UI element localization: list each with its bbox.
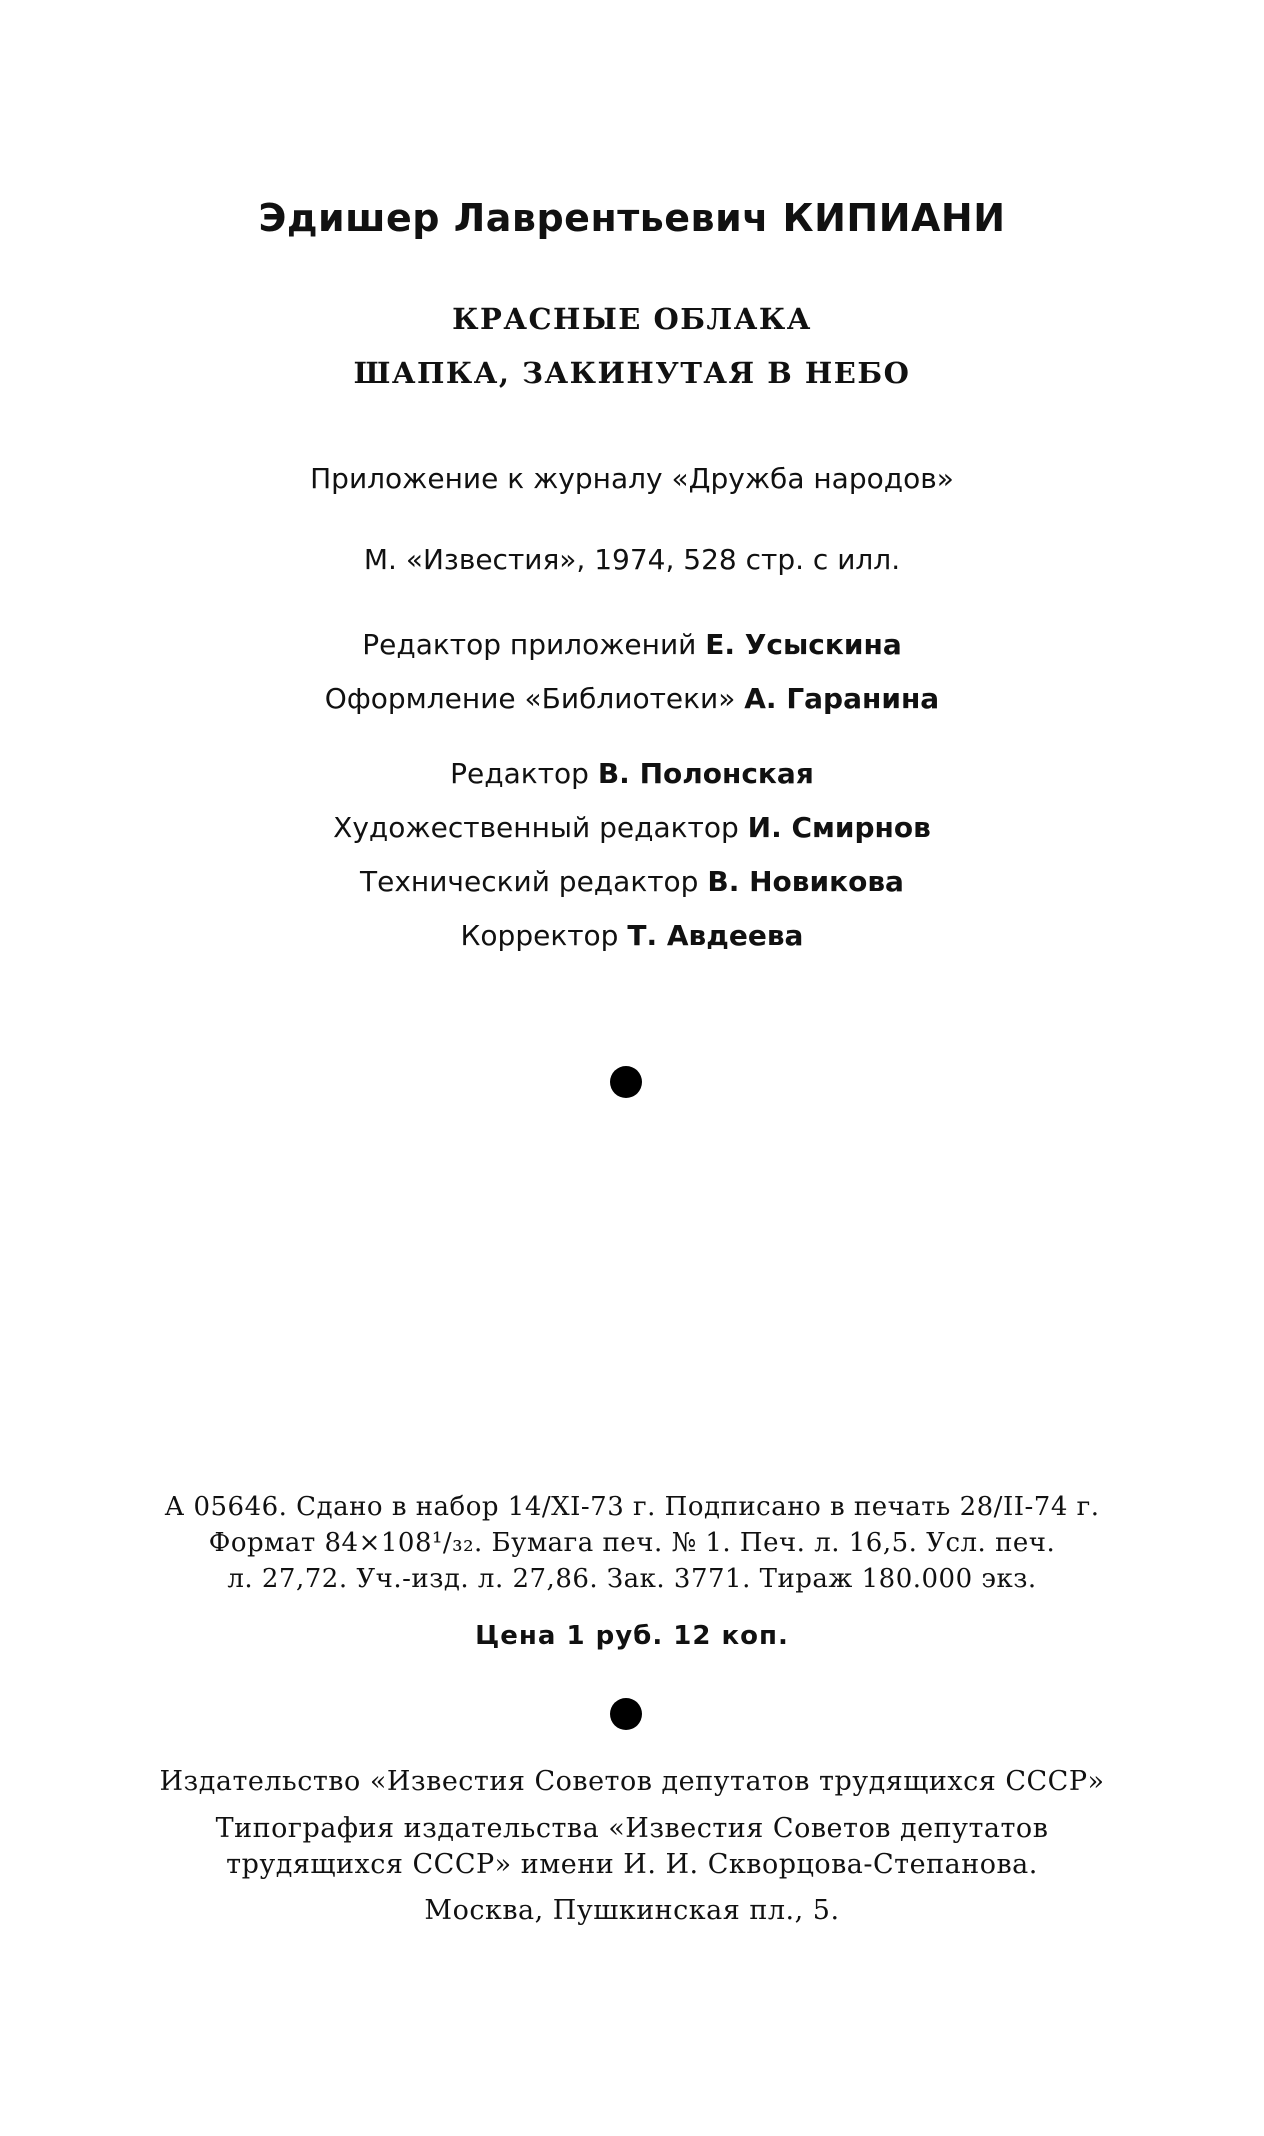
credit-role: Корректор — [460, 919, 619, 952]
credit-name: В. Новикова — [707, 865, 904, 898]
credit-role: Редактор приложений — [362, 628, 697, 661]
book-title-2: ШАПКА, ЗАКИНУТАЯ В НЕБО — [353, 356, 911, 390]
credit-line — [0, 757, 1264, 790]
bullet-dot-icon — [610, 1698, 642, 1730]
credit-name: Е. Усыскина — [705, 628, 902, 661]
credit-role: Оформление «Библиотеки» — [324, 682, 736, 715]
credit-name: Т. Авдеева — [627, 919, 804, 952]
credit-line — [0, 628, 1264, 661]
address-line: Москва, Пушкинская пл., 5. — [424, 1895, 840, 1926]
credit-name: А. Гаранина — [744, 682, 940, 715]
printing-house-line: трудящихся СССР» имени И. И. Скворцова-Степанова. — [226, 1849, 1038, 1880]
publication-info: М. «Известия», 1974, 528 стр. с илл. — [363, 543, 901, 576]
imprint-line: Формат 84×108¹/₃₂. Бумага печ. № 1. Печ. л. 16,5. Усл. печ. — [208, 1528, 1056, 1558]
printing-house-line: Типография издательства «Известия Советов депутатов — [215, 1813, 1049, 1844]
imprint-line: л. 27,72. Уч.-изд. л. 27,86. Зак. 3771. Тираж 180.000 экз. — [227, 1564, 1037, 1594]
credit-line — [0, 682, 1264, 715]
credit-name: В. Полонская — [597, 757, 814, 790]
price: Цена 1 руб. 12 коп. — [475, 1621, 789, 1651]
credit-line — [0, 865, 1264, 898]
credit-line — [0, 919, 1264, 952]
credit-line — [0, 811, 1264, 844]
book-title-1: КРАСНЫЕ ОБЛАКА — [452, 302, 812, 336]
credit-role: Художественный редактор — [333, 811, 739, 844]
credit-name: И. Смирнов — [747, 811, 931, 844]
credit-role: Технический редактор — [360, 865, 699, 898]
publisher-line: Издательство «Известия Советов депутатов трудящихся СССР» — [159, 1766, 1105, 1797]
bullet-dot-icon — [610, 1066, 642, 1098]
credit-role: Редактор — [450, 757, 589, 790]
supplement-note: Приложение к журналу «Дружба народов» — [310, 462, 954, 495]
imprint-line: А 05646. Сдано в набор 14/XI-73 г. Подписано в печать 28/II-74 г. — [164, 1492, 1100, 1522]
author-name: Эдишер Лаврентьевич КИПИАНИ — [258, 196, 1006, 240]
